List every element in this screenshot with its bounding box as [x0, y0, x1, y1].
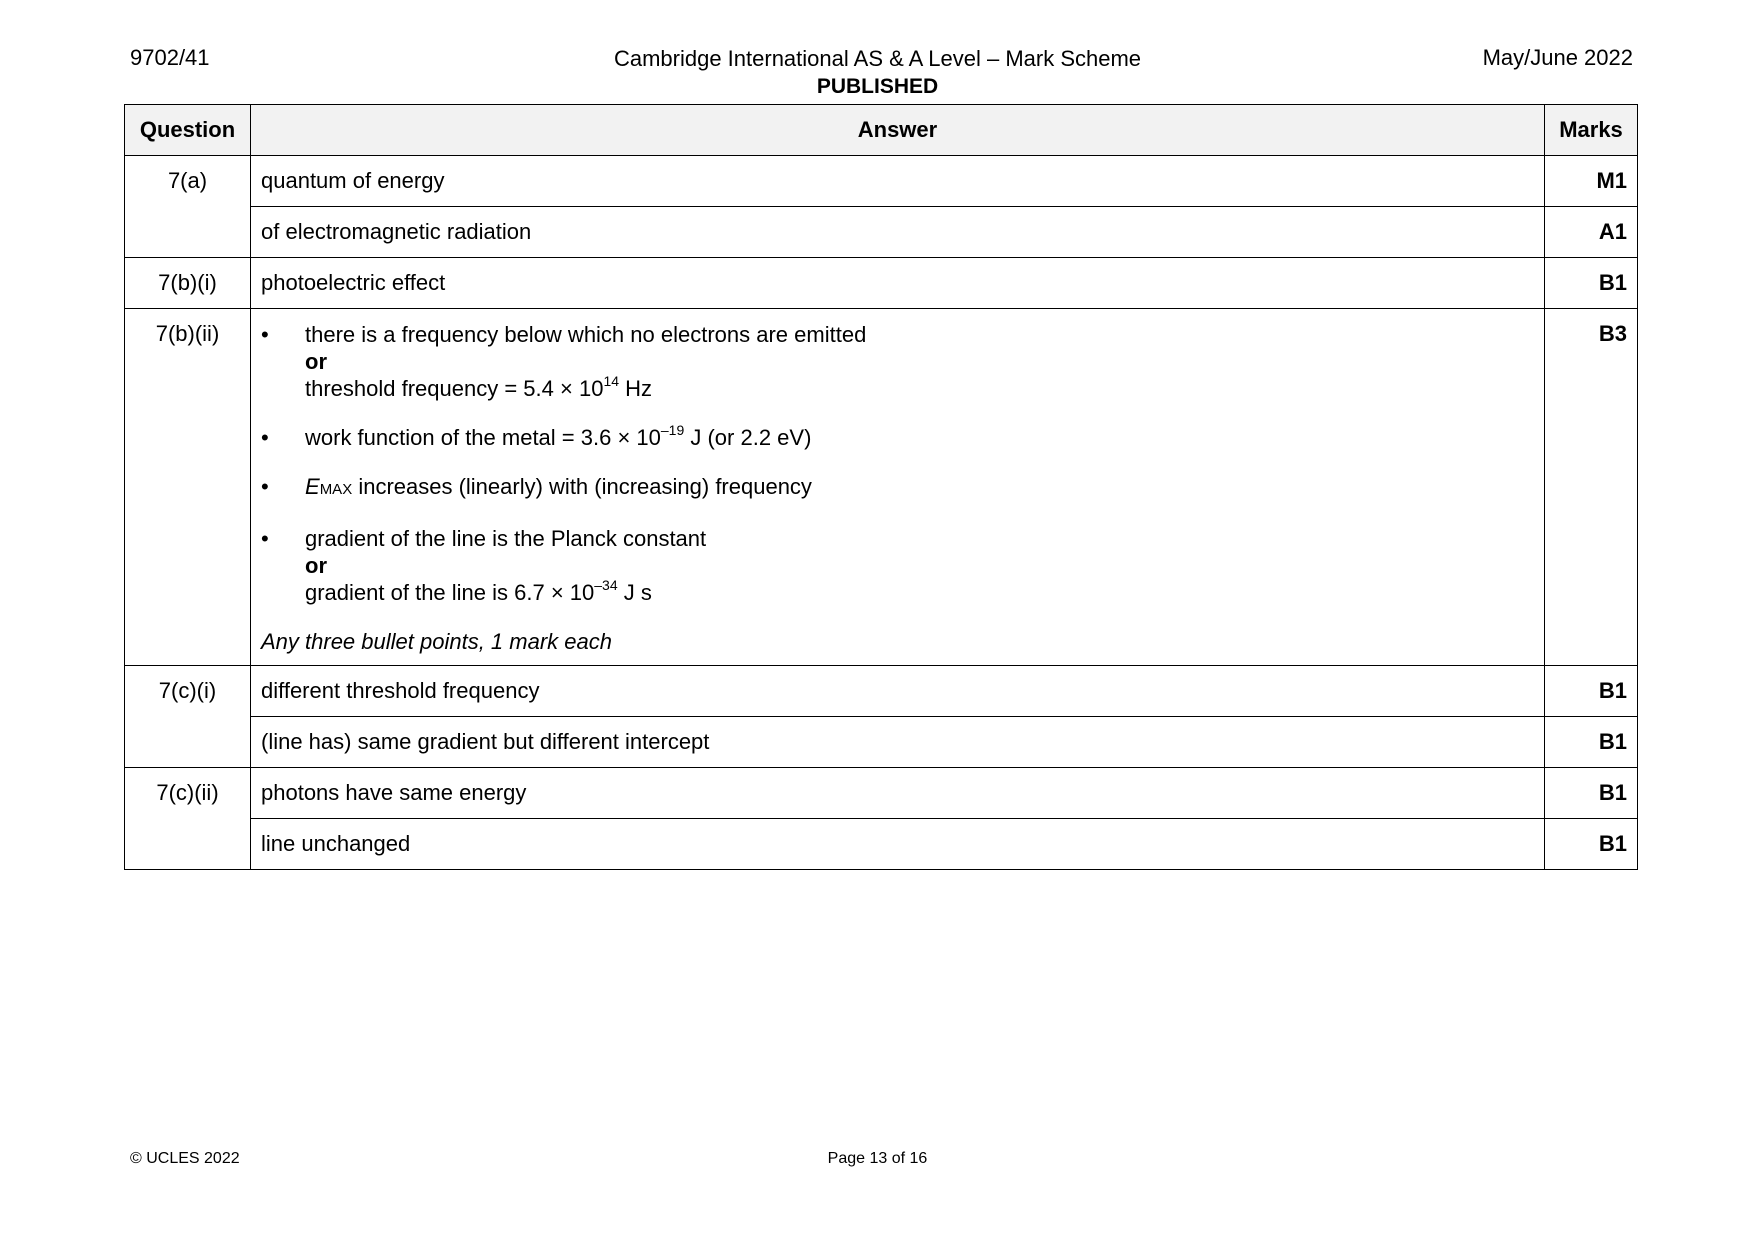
- exam-session: May/June 2022: [1482, 45, 1633, 70]
- bullet-text: work function of the metal = $3.6 \times 10^{-19}$ J (or 2.2 eV): [305, 421, 812, 450]
- marks-cell: B1: [1545, 768, 1638, 819]
- table-row: [125, 156, 1638, 207]
- question-number: 7(c)(ii): [125, 768, 251, 870]
- table-row: [125, 768, 1638, 819]
- marks-cell: B1: [1545, 666, 1638, 717]
- bullet-dot-icon: •: [261, 425, 269, 450]
- copyright-notice: © UCLES 2022: [130, 1150, 240, 1167]
- bullet-text: threshold frequency = $5.4 \times 10^{14}$ Hz: [305, 372, 653, 401]
- table-row: [125, 207, 1638, 258]
- marks-cell: B1: [1545, 258, 1638, 309]
- column-header-question: Question: [125, 105, 251, 156]
- title-text: Cambridge International AS & A Level – Mark Scheme: [613, 46, 1142, 71]
- table-row: [125, 819, 1638, 870]
- answer-cell: quantum of energy: [251, 156, 1545, 207]
- or-label: or: [305, 349, 327, 374]
- column-header-answer: Answer: [251, 105, 1545, 156]
- mark-scheme-table: [124, 104, 1638, 870]
- table-row: [125, 258, 1638, 309]
- bullet-point: [261, 421, 1534, 451]
- answer-cell: [251, 309, 1545, 666]
- table-row: [125, 717, 1638, 768]
- question-number: 7(a): [125, 156, 251, 258]
- marks-cell: B1: [1545, 819, 1638, 870]
- table-row: [125, 666, 1638, 717]
- answer-cell: of electromagnetic radiation: [251, 207, 1545, 258]
- bullet-point: [261, 473, 1534, 503]
- or-label: or: [305, 553, 327, 578]
- answer-cell: line unchanged: [251, 819, 1545, 870]
- bullet-point: [261, 321, 1534, 402]
- bullet-dot-icon: •: [261, 474, 269, 499]
- marks-cell: B3: [1545, 309, 1638, 666]
- table-row: [125, 309, 1638, 666]
- bullet-point: [261, 525, 1534, 606]
- question-number: 7(c)(i): [125, 666, 251, 768]
- published-label: PUBLISHED: [816, 75, 939, 98]
- marks-cell: M1: [1545, 156, 1638, 207]
- bullet-dot-icon: •: [261, 526, 269, 551]
- marking-note: Any three bullet points, 1 mark each: [261, 629, 612, 654]
- bullet-dot-icon: •: [261, 322, 269, 347]
- answer-cell: different threshold frequency: [251, 666, 1545, 717]
- answer-cell: photoelectric effect: [251, 258, 1545, 309]
- page-number: Page 13 of 16: [827, 1150, 928, 1167]
- question-number: 7(b)(i): [125, 258, 251, 309]
- column-header-marks: Marks: [1545, 105, 1638, 156]
- table-header-row: [125, 105, 1638, 156]
- marks-cell: B1: [1545, 717, 1638, 768]
- paper-code: 9702/41: [130, 45, 210, 70]
- marks-cell: A1: [1545, 207, 1638, 258]
- answer-cell: photons have same energy: [251, 768, 1545, 819]
- question-number: 7(b)(ii): [125, 309, 251, 666]
- bullet-text: gradient of the line is the Planck constant: [305, 526, 707, 551]
- answer-cell: (line has) same gradient but different intercept: [251, 717, 1545, 768]
- bullet-text: gradient of the line is $6.7 \times 10^{-34}$ J s: [305, 576, 652, 605]
- bullet-text: EMAX increases (linearly) with (increasing) frequency: [305, 474, 812, 499]
- bullet-text: there is a frequency below which no electrons are emitted: [305, 322, 867, 347]
